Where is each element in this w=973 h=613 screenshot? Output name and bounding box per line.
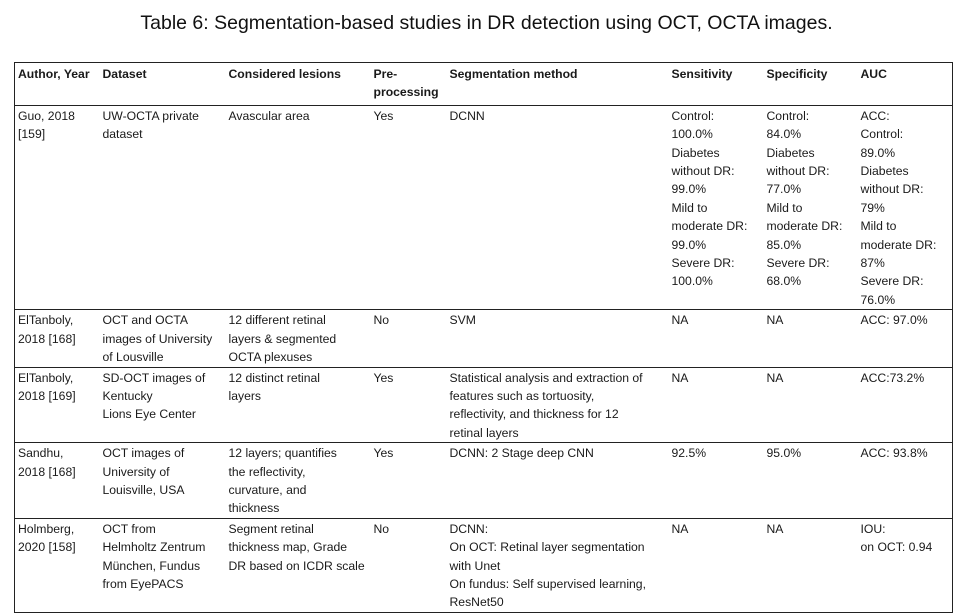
table-caption: Table 6: Segmentation-based studies in DR detection using OCT, OCTA images. (140, 12, 833, 34)
cell-line: NA (671, 313, 689, 328)
cell-line: dataset (102, 127, 143, 142)
cell-line: NA (766, 313, 784, 328)
cell-line: NA (766, 370, 784, 385)
cell-dataset (100, 443, 226, 519)
cell-line: Control: (671, 108, 715, 123)
cell-line: of Lousville (102, 350, 164, 365)
cell-specificity (764, 105, 858, 309)
cell-line: ElTanboly, (18, 313, 74, 328)
cell-auc (858, 105, 953, 309)
cell-line: 12 layers; quantifies (228, 446, 337, 461)
cell-line: ACC: 93.8% (860, 446, 928, 461)
cell-line: [159] (18, 127, 46, 142)
cell-preprocessing (371, 518, 447, 612)
cell-lesions (226, 367, 371, 443)
cell-author (15, 367, 100, 443)
cell-line: without DR: (766, 164, 830, 179)
cell-line: SD-OCT images of (102, 370, 206, 385)
cell-line: ResNet50 (449, 595, 504, 610)
cell-line: from EyePACS (102, 576, 184, 591)
cell-line: Yes (373, 108, 394, 123)
cell-line: the reflectivity, (228, 464, 306, 479)
cell-line: 100.0% (671, 274, 713, 289)
cell-line: Kentucky (102, 388, 153, 403)
cell-line: 87% (860, 256, 885, 271)
cell-dataset (100, 105, 226, 309)
cell-line: Mild to (766, 200, 803, 215)
cell-line: moderate DR: (766, 219, 843, 234)
cell-lesions (226, 443, 371, 519)
cell-line: with Unet (449, 558, 501, 573)
cell-line: Control: (860, 127, 904, 142)
cell-method (447, 367, 669, 443)
cell-line: 85.0% (766, 237, 802, 252)
cell-line: layers & segmented (228, 331, 337, 346)
cell-line: DR based on ICDR scale (228, 558, 365, 573)
cell-dataset (100, 310, 226, 367)
cell-line: OCT images of (102, 446, 185, 461)
cell-line: 2020 [158] (18, 540, 76, 555)
cell-line: layers (228, 388, 262, 403)
cell-lesions (226, 105, 371, 309)
cell-line: DCNN (449, 108, 485, 123)
cell-line: On OCT: Retinal layer segmentation (449, 540, 645, 555)
cell-line: Diabetes (671, 145, 720, 160)
cell-auc (858, 310, 953, 367)
cell-line: reflectivity, and thickness for 12 (449, 407, 619, 422)
cell-line: Diabetes (860, 164, 909, 179)
cell-line: 99.0% (671, 182, 707, 197)
cell-line: moderate DR: (860, 237, 937, 252)
cell-line: NA (766, 521, 784, 536)
cell-sensitivity (669, 310, 764, 367)
cell-line: ACC:73.2% (860, 370, 925, 385)
cell-line: DCNN: (449, 521, 489, 536)
segmentation-studies-table (14, 62, 953, 613)
cell-preprocessing (371, 367, 447, 443)
header-sensitivity: Sensitivity (669, 63, 764, 106)
cell-line: 68.0% (766, 274, 802, 289)
cell-author (15, 443, 100, 519)
cell-sensitivity (669, 105, 764, 309)
cell-line: features such as tortuosity, (449, 388, 595, 403)
cell-line: Helmholtz Zentrum (102, 540, 206, 555)
cell-preprocessing (371, 310, 447, 367)
cell-line: images of University (102, 331, 213, 346)
cell-line: on OCT: 0.94 (860, 540, 933, 555)
cell-line: SVM (449, 313, 476, 328)
cell-lesions (226, 518, 371, 612)
cell-method (447, 443, 669, 519)
cell-line: Mild to (671, 200, 708, 215)
cell-line: 2018 [169] (18, 388, 76, 403)
cell-line: NA (671, 370, 689, 385)
cell-specificity (764, 310, 858, 367)
table-row (15, 518, 953, 612)
cell-line: UW-OCTA private (102, 108, 199, 123)
cell-line: Control: (766, 108, 810, 123)
table-row (15, 310, 953, 367)
cell-line: University of (102, 464, 170, 479)
table-row (15, 443, 953, 519)
cell-dataset (100, 518, 226, 612)
cell-line: NA (671, 521, 689, 536)
cell-preprocessing (371, 443, 447, 519)
cell-line: On fundus: Self supervised learning, (449, 576, 646, 591)
cell-line: Lions Eye Center (102, 407, 196, 422)
cell-line: No (373, 521, 390, 536)
cell-line: DCNN: 2 Stage deep CNN (449, 446, 594, 461)
cell-sensitivity (669, 518, 764, 612)
header-preprocessing (371, 63, 447, 106)
cell-line: thickness map, Grade (228, 540, 348, 555)
cell-line: without DR: (860, 182, 924, 197)
cell-line: No (373, 313, 390, 328)
header-preprocessing-line: processing (373, 85, 439, 100)
cell-line: Severe DR: (860, 274, 924, 289)
table-row (15, 367, 953, 443)
cell-line: curvature, and (228, 482, 307, 497)
cell-method (447, 518, 669, 612)
cell-line: Diabetes (766, 145, 815, 160)
cell-line: OCTA plexuses (228, 350, 313, 365)
cell-line: 79% (860, 200, 885, 215)
cell-author (15, 518, 100, 612)
cell-line: without DR: (671, 164, 735, 179)
cell-line: ACC: 97.0% (860, 313, 928, 328)
cell-line: München, Fundus (102, 558, 201, 573)
cell-line: 77.0% (766, 182, 802, 197)
header-lesions: Considered lesions (226, 63, 371, 106)
cell-line: 76.0% (860, 292, 896, 307)
cell-sensitivity (669, 367, 764, 443)
cell-line: Yes (373, 446, 394, 461)
cell-line: 2018 [168] (18, 331, 76, 346)
cell-line: OCT and OCTA (102, 313, 189, 328)
cell-line: OCT from (102, 521, 156, 536)
cell-line: Holmberg, (18, 521, 75, 536)
cell-line: Statistical analysis and extraction of (449, 370, 643, 385)
header-specificity: Specificity (764, 63, 858, 106)
cell-auc (858, 367, 953, 443)
cell-line: 12 different retinal (228, 313, 326, 328)
cell-line: Segment retinal (228, 521, 314, 536)
cell-line: ElTanboly, (18, 370, 74, 385)
header-auc: AUC (858, 63, 953, 106)
cell-line: 12 distinct retinal (228, 370, 320, 385)
cell-specificity (764, 367, 858, 443)
cell-line: 2018 [168] (18, 464, 76, 479)
header-row (15, 63, 953, 106)
header-author: Author, Year (15, 63, 100, 106)
cell-line: Severe DR: (766, 256, 830, 271)
cell-line: 99.0% (671, 237, 707, 252)
cell-line: 95.0% (766, 446, 802, 461)
cell-line: 100.0% (671, 127, 713, 142)
table-body (15, 105, 953, 612)
cell-line: moderate DR: (671, 219, 748, 234)
cell-lesions (226, 310, 371, 367)
cell-line: 92.5% (671, 446, 707, 461)
cell-line: IOU: (860, 521, 886, 536)
table-row (15, 105, 953, 309)
cell-auc (858, 443, 953, 519)
cell-method (447, 105, 669, 309)
cell-line: Yes (373, 370, 394, 385)
cell-specificity (764, 518, 858, 612)
header-dataset: Dataset (100, 63, 226, 106)
cell-sensitivity (669, 443, 764, 519)
cell-preprocessing (371, 105, 447, 309)
cell-line: 84.0% (766, 127, 802, 142)
cell-line: 89.0% (860, 145, 896, 160)
cell-line: Mild to (860, 219, 897, 234)
cell-author (15, 105, 100, 309)
header-method: Segmentation method (447, 63, 669, 106)
cell-line: Guo, 2018 (18, 108, 75, 123)
cell-line: Avascular area (228, 108, 310, 123)
cell-line: Louisville, USA (102, 482, 185, 497)
cell-line: Severe DR: (671, 256, 735, 271)
cell-dataset (100, 367, 226, 443)
cell-auc (858, 518, 953, 612)
cell-line: retinal layers (449, 425, 519, 440)
cell-method (447, 310, 669, 367)
cell-author (15, 310, 100, 367)
cell-line: ACC: (860, 108, 890, 123)
header-preprocessing-line: Pre- (373, 67, 398, 81)
cell-specificity (764, 443, 858, 519)
cell-line: thickness (228, 501, 280, 516)
cell-line: Sandhu, (18, 446, 64, 461)
